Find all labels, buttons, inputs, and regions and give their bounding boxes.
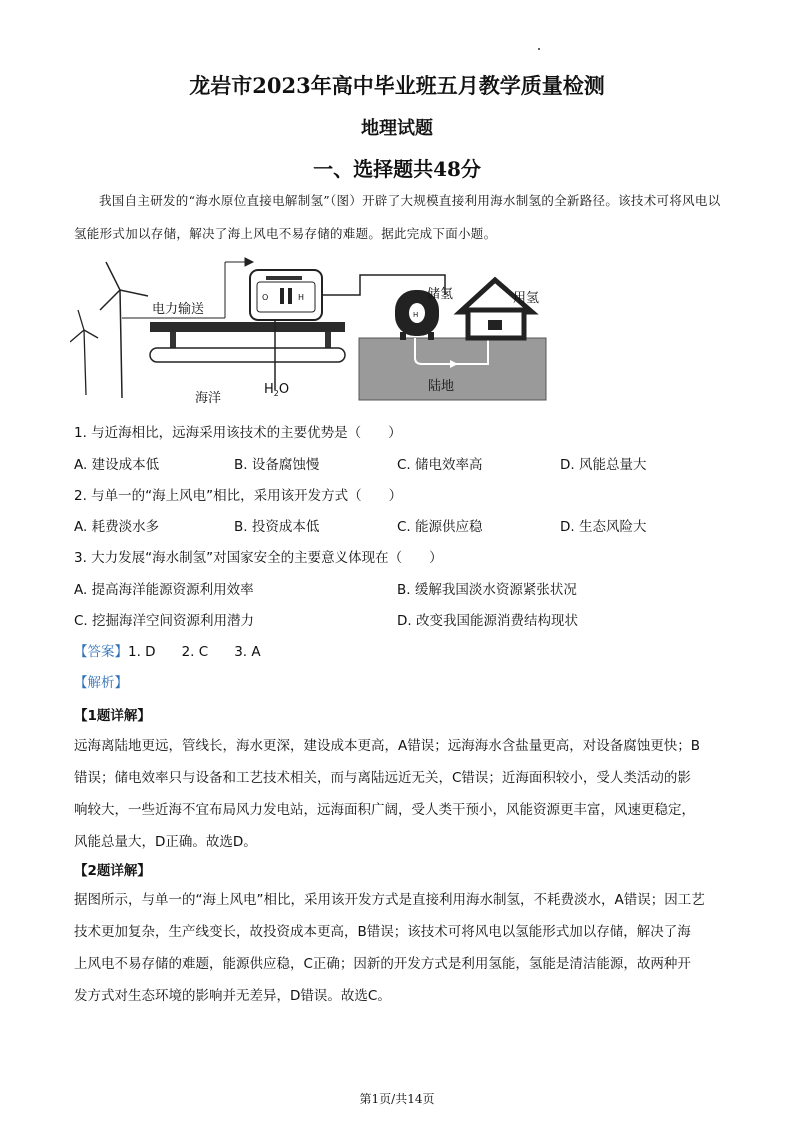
detail-1-body: [74, 730, 724, 858]
q3-option-d: D. 改变我国能源消费结构现状: [397, 613, 578, 629]
q2-option-c: C. 能源供应稳: [397, 519, 483, 535]
section-title: 一、选择题共48分: [313, 157, 481, 181]
electrolysis-tank-icon: [250, 270, 322, 320]
wind-turbine-small-icon: [70, 310, 98, 395]
answer-row: [74, 640, 261, 660]
q2-option-d: D. 生态风险大: [560, 519, 647, 535]
label-power-transmission: 电力输送: [152, 302, 205, 317]
q3-option-c: C. 挖掘海洋空间资源利用潜力: [74, 613, 255, 629]
label-use: 用氢: [513, 291, 540, 306]
detail-1-line: 错误；储电效率只与设备和工艺技术相关，而与离陆远近无关，C错误；近海面积较小，受人类活动的影: [74, 770, 691, 786]
answer-label: 【答案】: [74, 644, 128, 660]
question-1-stem: 1. 与近海相比，远海采用该技术的主要优势是（ ）: [74, 425, 402, 441]
q2-option-a: A. 耗费淡水多: [74, 519, 160, 535]
house-icon: [460, 280, 532, 338]
answer-3: 3. A: [234, 644, 261, 660]
label-water: $H_2O$: [264, 382, 290, 398]
detail-1-line: 响较大，一些近海不宜布局风力发电站，远海面积广阔，受人类干预小，风能资源更丰富，风速更稳定，: [74, 802, 695, 818]
svg-text:H: H: [298, 293, 305, 302]
detail-2-line: 上风电不易存储的难题，能源供应稳，C正确；因新的开发方式是利用氢能，氢能是清洁能源，故两种开: [74, 956, 691, 972]
q1-option-c: C. 储电效率高: [397, 457, 483, 473]
subject-title: 地理试题: [361, 118, 433, 139]
detail-2-line: 发方式对生态环境的影响并无差异，D错误。故选C。: [74, 988, 391, 1004]
detail-2-line: 据图所示，与单一的“海上风电”相比，采用该开发方式是直接利用海水制氢，不耗费淡水，A错误；因工艺: [74, 892, 705, 908]
q2-option-b: B. 投资成本低: [234, 519, 320, 535]
q3-option-b: B. 缓解我国淡水资源紧张状况: [397, 582, 577, 598]
label-land: 陆地: [428, 379, 455, 394]
detail-1-line: 风能总量大，D正确。故选D。: [74, 834, 257, 850]
svg-text:H: H: [413, 311, 419, 319]
question-3-stem: 3. 大力发展“海水制氢”对国家安全的主要意义体现在（ ）: [74, 550, 443, 566]
scan-dot: [538, 48, 540, 50]
detail-1-heading: 【1题详解】: [74, 708, 151, 724]
hydrogen-figure: [70, 250, 550, 415]
detail-1-line: 远海离陆地更远，管线长，海水更深，建设成本更高，A错误；远海海水含盐量更高，对设备腐蚀更快；B: [74, 738, 700, 754]
question-2-stem: 2. 与单一的“海上风电”相比，采用该开发方式（ ）: [74, 488, 403, 504]
label-storage: 储氢: [427, 287, 454, 302]
q1-option-d: D. 风能总量大: [560, 457, 647, 473]
label-ocean: 海洋: [195, 391, 222, 406]
detail-2-heading: 【2题详解】: [74, 863, 151, 879]
platform-deck: [150, 322, 345, 332]
detail-2-body: [74, 884, 724, 1012]
answer-2: 2. C: [181, 644, 209, 660]
exam-title: 龙岩市2023年高中毕业班五月教学质量检测: [189, 73, 605, 98]
q1-option-a: A. 建设成本低: [74, 457, 160, 473]
analysis-label: 【解析】: [74, 675, 128, 691]
intro-paragraph: 我国自主研发的“海水原位直接电解制氢”（图）开辟了大规模直接利用海水制氢的全新路径。该技术可将风电以氢能形式加以存储，解决了海上风电不易存储的难题。据此完成下面小题。: [74, 193, 721, 241]
page-footer: 第1页/共14页: [359, 1092, 435, 1106]
detail-2-line: 技术更加复杂，生产线变长，故投资成本更高，B错误；该技术可将风电以氢能形式加以存储，解决了海: [74, 924, 691, 940]
q1-option-b: B. 设备腐蚀慢: [234, 457, 320, 473]
platform-pontoon: [150, 348, 345, 362]
wind-turbine-large-icon: [100, 262, 148, 398]
svg-text:O: O: [262, 293, 269, 302]
q3-option-a: A. 提高海洋能源资源利用效率: [74, 582, 254, 598]
answer-1: 1. D: [128, 644, 156, 660]
